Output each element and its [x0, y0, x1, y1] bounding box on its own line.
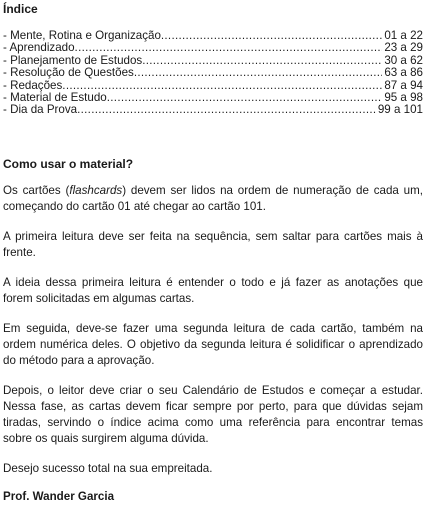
toc-item-label: - Planejamento de Estudos	[3, 53, 143, 67]
toc-item-aprendizado	[3, 42, 423, 54]
author-signature: Prof. Wander Garcia	[3, 490, 115, 504]
usage-paragraph-5: Depois, o leitor deve criar o seu Calendário de Estudos e começar a estudar. Nessa fase, as cartas devem ficar sempre por perto, para que dúvidas sejam tiradas, servindo o índice acima como uma referência para encontrar temas sobre os quais surgirem alguma dúvida.	[3, 383, 423, 446]
toc-item-label: - Resolução de Questões	[3, 66, 134, 80]
p1-text-after: ) devem ser lidos na ordem de numeração de cada um, começando do cartão 01 até chegar ao cartão 101.	[3, 183, 424, 214]
toc-item-pages: 30 a 62	[384, 53, 423, 67]
toc-item-resolucao	[3, 67, 423, 79]
toc-item-label: - Dia da Prova	[3, 103, 78, 117]
toc-dot-leader	[161, 30, 382, 42]
usage-paragraph-3: A ideia dessa primeira leitura é entender o todo e já fazer as anotações que forem solicitadas em algumas cartas.	[3, 275, 423, 305]
toc-item-pages: 99 a 101	[377, 103, 423, 117]
toc-item-label: - Mente, Rotina e Organização	[3, 29, 161, 42]
toc-dot-leader	[75, 42, 383, 54]
usage-paragraph-2: A primeira leitura deve ser feita na sequência, sem saltar para cartões mais à frente.	[3, 229, 423, 259]
toc-item-pages: 95 a 98	[384, 91, 423, 105]
toc-item-pages: 63 a 86	[384, 66, 423, 80]
toc-dot-leader	[77, 104, 376, 116]
usage-section-title: Como usar o material?	[3, 156, 134, 171]
toc-dot-leader	[142, 55, 382, 67]
usage-paragraph-4: Em seguida, deve-se fazer uma segunda leitura de cada cartão, também na ordem numérica deles. O objetivo da segunda leitura é solidificar o aprendizado do método para a aprovação.	[3, 321, 423, 367]
toc-dot-leader	[62, 80, 382, 92]
toc-item-pages: 87 a 94	[384, 78, 423, 92]
toc-dot-leader	[134, 67, 382, 79]
toc-item-label: - Redações	[3, 78, 63, 92]
flashcards-term: flashcards	[69, 183, 123, 197]
toc-dot-leader	[107, 92, 383, 104]
index-title: Índice	[3, 2, 38, 16]
table-of-contents	[3, 30, 423, 117]
toc-item-dia-prova	[3, 104, 423, 116]
p1-text-before: Os cartões (	[3, 183, 70, 197]
toc-item-pages: 23 a 29	[384, 41, 423, 55]
toc-item-label: - Material de Estudo	[3, 91, 107, 105]
usage-paragraph-1	[3, 183, 423, 215]
toc-item-pages: 01 a 22	[384, 29, 423, 42]
usage-paragraph-6: Desejo sucesso total na sua empreitada.	[3, 461, 213, 475]
toc-item-label: - Aprendizado	[3, 41, 75, 55]
